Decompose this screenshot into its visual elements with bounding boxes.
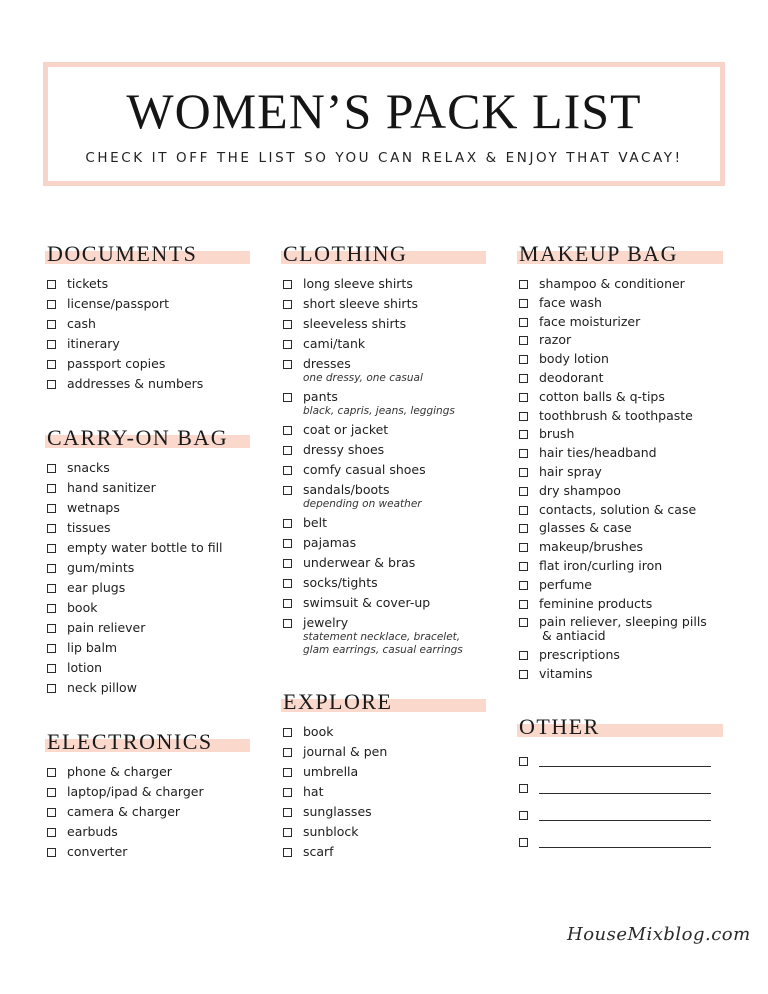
checklist-item[interactable] (45, 619, 250, 636)
checkbox-icon[interactable] (47, 484, 56, 493)
item-note: glam earrings, casual earrings (303, 644, 463, 656)
checkbox-icon[interactable] (47, 788, 56, 797)
item-label: tissues (67, 520, 111, 535)
checkbox-icon[interactable] (283, 768, 292, 777)
checkbox-icon[interactable] (519, 651, 528, 660)
checklist-item[interactable] (517, 538, 723, 555)
checkbox-icon[interactable] (283, 539, 292, 548)
checkbox-icon[interactable] (519, 374, 528, 383)
item-label: sleeveless shirts (303, 316, 407, 331)
checklist-item[interactable] (281, 421, 486, 438)
item-label: toothbrush & toothpaste (539, 407, 693, 423)
item-label: vitamins (539, 665, 593, 681)
checkbox-icon[interactable] (47, 684, 56, 693)
checklist-item[interactable] (517, 425, 723, 442)
checklist-item[interactable] (45, 823, 250, 840)
item-label: feminine products (539, 595, 653, 611)
section-makeup-bag (517, 241, 723, 684)
section-title: CLOTHING (283, 241, 408, 266)
checklist-item[interactable] (281, 275, 486, 292)
checklist-item[interactable] (281, 441, 486, 458)
checkbox-icon[interactable] (519, 318, 528, 327)
item-label: underwear & bras (303, 555, 416, 570)
checklist-item[interactable] (281, 481, 486, 511)
checklist-item[interactable] (45, 479, 250, 496)
write-in-line[interactable] (539, 847, 711, 848)
checklist-item[interactable] (45, 659, 250, 676)
checklist-item[interactable] (45, 355, 250, 372)
checkbox-icon[interactable] (519, 299, 528, 308)
section-header (45, 729, 250, 755)
section-header (281, 689, 486, 715)
checklist-item[interactable] (281, 355, 486, 385)
section-title: OTHER (519, 714, 600, 739)
checklist-item[interactable] (45, 275, 250, 292)
checklist-item[interactable] (45, 843, 250, 860)
item-label: short sleeve shirts (303, 296, 418, 311)
item-label: umbrella (303, 764, 359, 779)
checklist-item[interactable] (517, 407, 723, 424)
checklist-item[interactable] (281, 534, 486, 551)
section-explore (281, 689, 486, 863)
checkbox-icon[interactable] (283, 848, 292, 857)
checkbox-icon[interactable] (283, 808, 292, 817)
checklist-item[interactable] (45, 783, 250, 800)
checkbox-icon[interactable] (283, 519, 292, 528)
blank-checklist-item[interactable] (517, 779, 723, 806)
section-documents (45, 241, 250, 395)
checkbox-icon[interactable] (47, 768, 56, 777)
checklist-item[interactable] (517, 519, 723, 536)
checkbox-icon[interactable] (519, 412, 528, 421)
checkbox-icon[interactable] (283, 446, 292, 455)
item-label: shampoo & conditioner (539, 276, 685, 291)
checkbox-icon[interactable] (283, 280, 292, 289)
item-label: hair ties/headband (539, 445, 657, 461)
checklist-item[interactable] (281, 723, 486, 740)
checkbox-icon[interactable] (519, 784, 528, 793)
checklist-item[interactable] (281, 843, 486, 860)
checklist-item[interactable] (281, 803, 486, 820)
item-label: lotion (67, 660, 103, 675)
checkbox-icon[interactable] (519, 506, 528, 515)
checkbox-icon[interactable] (283, 748, 292, 757)
blank-checklist-item[interactable] (517, 806, 723, 833)
checkbox-icon[interactable] (47, 664, 56, 673)
checklist-item[interactable] (517, 665, 723, 682)
checkbox-icon[interactable] (519, 581, 528, 590)
item-label: addresses & numbers (67, 376, 204, 391)
item-label: sunblock (303, 824, 359, 839)
checklist (281, 723, 486, 860)
checkbox-icon[interactable] (47, 280, 56, 289)
item-label: phone & charger (67, 764, 172, 779)
checkbox-icon[interactable] (283, 559, 292, 568)
item-label: deodorant (539, 369, 604, 385)
write-in-line[interactable] (539, 820, 711, 821)
checkbox-icon[interactable] (47, 624, 56, 633)
checkbox-icon[interactable] (283, 619, 292, 628)
checkbox-icon[interactable] (519, 336, 528, 345)
item-label: ear plugs (67, 580, 126, 595)
section-header (517, 241, 723, 267)
checkbox-icon[interactable] (519, 524, 528, 533)
checkbox-icon[interactable] (283, 486, 292, 495)
checklist-item[interactable] (517, 369, 723, 386)
item-label: scarf (303, 844, 334, 859)
checkbox-icon[interactable] (47, 360, 56, 369)
checklist-item[interactable] (45, 579, 250, 596)
item-label: prescriptions (539, 647, 620, 663)
checkbox-icon[interactable] (519, 811, 528, 820)
checklist-item[interactable] (517, 388, 723, 405)
item-label: comfy casual shoes (303, 462, 426, 477)
checkbox-icon[interactable] (47, 524, 56, 533)
checkbox-icon[interactable] (519, 670, 528, 679)
checkbox-icon[interactable] (519, 543, 528, 552)
checklist-item[interactable] (281, 295, 486, 312)
checkbox-icon[interactable] (283, 393, 292, 402)
checkbox-icon[interactable] (519, 468, 528, 477)
item-label: coat or jacket (303, 422, 389, 437)
item-note: one dressy, one casual (303, 372, 423, 384)
item-label: camera & charger (67, 804, 181, 819)
item-note: statement necklace, bracelet, (303, 631, 461, 643)
checklist-item[interactable] (517, 313, 723, 330)
item-label: itinerary (67, 336, 120, 351)
checklist-item[interactable] (45, 559, 250, 576)
section-header (281, 241, 486, 267)
item-label: belt (303, 515, 327, 530)
checklist-item[interactable] (517, 482, 723, 499)
checklist-blanks (517, 752, 723, 860)
checklist-item[interactable] (517, 646, 723, 663)
item-note: black, capris, jeans, leggings (303, 405, 455, 417)
checklist-item[interactable] (45, 335, 250, 352)
checkbox-icon[interactable] (519, 838, 528, 847)
item-label: cotton balls & q-tips (539, 388, 665, 404)
page-subtitle: CHECK IT OFF THE LIST SO YOU CAN RELAX & ENJOY THAT VACAY! (85, 150, 683, 166)
checklist-item[interactable] (281, 823, 486, 840)
checkbox-icon[interactable] (519, 355, 528, 364)
item-label: tickets (67, 276, 109, 291)
checklist-item[interactable] (45, 539, 250, 556)
section-title: ELECTRONICS (47, 729, 213, 754)
write-in-line[interactable] (539, 766, 711, 767)
checkbox-icon[interactable] (47, 604, 56, 613)
item-label: jewelry (303, 615, 349, 630)
checklist-item[interactable] (45, 599, 250, 616)
checkbox-icon[interactable] (519, 600, 528, 609)
checkbox-icon[interactable] (283, 300, 292, 309)
checklist-item[interactable] (45, 763, 250, 780)
checkbox-icon[interactable] (47, 828, 56, 837)
item-label: lip balm (67, 640, 118, 655)
blank-checklist-item[interactable] (517, 833, 723, 860)
checkbox-icon[interactable] (519, 280, 528, 289)
checkbox-icon[interactable] (47, 848, 56, 857)
item-label: pants (303, 389, 338, 404)
checkbox-icon[interactable] (283, 728, 292, 737)
section-title: MAKEUP BAG (519, 241, 679, 266)
checkbox-icon[interactable] (47, 584, 56, 593)
checklist-item[interactable] (281, 315, 486, 332)
item-label: contacts, solution & case (539, 501, 697, 517)
checklist-item[interactable] (281, 763, 486, 780)
item-label: cami/tank (303, 336, 366, 351)
checklist (281, 275, 486, 657)
item-label: swimsuit & cover-up (303, 595, 431, 610)
item-label: pain reliever (67, 620, 146, 635)
item-label: neck pillow (67, 680, 137, 695)
checklist-item[interactable] (281, 388, 486, 418)
checkbox-icon[interactable] (283, 320, 292, 329)
checkbox-icon[interactable] (47, 808, 56, 817)
item-label: hat (303, 784, 324, 799)
checklist-item[interactable] (281, 574, 486, 591)
brand-logo: HouseMixblog.com (567, 924, 751, 945)
checklist-item[interactable] (281, 514, 486, 531)
item-label: earbuds (67, 824, 118, 839)
checklist (45, 459, 250, 696)
checkbox-icon[interactable] (283, 599, 292, 608)
item-label: long sleeve shirts (303, 276, 413, 291)
item-label: hand sanitizer (67, 480, 156, 495)
item-label: hair spray (539, 463, 602, 479)
item-note: depending on weather (303, 498, 422, 510)
checklist-item[interactable] (45, 679, 250, 696)
item-label-continued: & antiacid (542, 628, 606, 644)
section-title: EXPLORE (283, 689, 393, 714)
item-label: laptop/ipad & charger (67, 784, 204, 799)
item-label: license/passport (67, 296, 170, 311)
item-label: pajamas (303, 535, 357, 550)
section-clothing (281, 241, 486, 660)
checklist-item[interactable] (281, 614, 486, 657)
section-title: DOCUMENTS (47, 241, 198, 266)
page-title: WOMEN’S PACK LIST (126, 83, 642, 139)
checklist-item[interactable] (45, 459, 250, 476)
item-label: sunglasses (303, 804, 372, 819)
checklist-item[interactable] (517, 576, 723, 593)
item-label: cash (67, 316, 96, 331)
checkbox-icon[interactable] (283, 466, 292, 475)
checkbox-icon[interactable] (519, 430, 528, 439)
checkbox-icon[interactable] (283, 426, 292, 435)
item-label: perfume (539, 576, 592, 592)
item-label: dry shampoo (539, 482, 621, 498)
checklist-item[interactable] (45, 375, 250, 392)
item-label: sandals/boots (303, 482, 390, 497)
checklist-item[interactable] (45, 803, 250, 820)
checklist (45, 763, 250, 860)
checklist-item[interactable] (281, 554, 486, 571)
checklist-item[interactable] (281, 461, 486, 478)
item-label: razor (539, 332, 572, 348)
checklist-item[interactable] (517, 444, 723, 461)
item-label: socks/tights (303, 575, 378, 590)
checkbox-icon[interactable] (47, 320, 56, 329)
section-other (517, 714, 723, 860)
checkbox-icon[interactable] (47, 644, 56, 653)
title-banner (43, 62, 725, 186)
section-title: CARRY-ON BAG (47, 425, 229, 450)
item-label: dresses (303, 356, 351, 371)
item-label: wetnaps (67, 500, 120, 515)
checklist-item[interactable] (517, 294, 723, 311)
checklist-item[interactable] (517, 613, 723, 644)
write-in-line[interactable] (539, 793, 711, 794)
section-header (45, 425, 250, 451)
checkbox-icon[interactable] (519, 562, 528, 571)
checkbox-icon[interactable] (519, 618, 528, 627)
item-label: book (303, 724, 334, 739)
checkbox-icon[interactable] (519, 393, 528, 402)
checkbox-icon[interactable] (283, 340, 292, 349)
checklist-item[interactable] (281, 335, 486, 352)
checkbox-icon[interactable] (519, 757, 528, 766)
checklist-item[interactable] (517, 331, 723, 348)
checklist-item[interactable] (45, 315, 250, 332)
checklist-item[interactable] (517, 463, 723, 480)
checkbox-icon[interactable] (283, 828, 292, 837)
item-label: makeup/brushes (539, 539, 644, 555)
checkbox-icon[interactable] (283, 360, 292, 369)
checklist-item[interactable] (517, 350, 723, 367)
checkbox-icon[interactable] (47, 564, 56, 573)
item-label: converter (67, 844, 128, 859)
item-label: face moisturizer (539, 313, 641, 329)
checkbox-icon[interactable] (47, 300, 56, 309)
checkbox-icon[interactable] (519, 487, 528, 496)
item-label: passport copies (67, 356, 166, 371)
checklist (517, 275, 723, 682)
checklist-item[interactable] (517, 595, 723, 612)
item-label: glasses & case (539, 520, 632, 536)
section-header (517, 714, 723, 740)
item-label: face wash (539, 294, 602, 310)
item-label: dressy shoes (303, 442, 385, 457)
checklist (45, 275, 250, 392)
checkbox-icon[interactable] (47, 544, 56, 553)
checklist-item[interactable] (281, 783, 486, 800)
section-electronics (45, 729, 250, 863)
checkbox-icon[interactable] (47, 380, 56, 389)
item-label: pain reliever, sleeping pills (539, 614, 707, 630)
checkbox-icon[interactable] (519, 449, 528, 458)
checkbox-icon[interactable] (47, 464, 56, 473)
item-label: book (67, 600, 98, 615)
checkbox-icon[interactable] (283, 579, 292, 588)
item-label: empty water bottle to fill (67, 540, 223, 555)
item-label: gum/mints (67, 560, 135, 575)
checklist-item[interactable] (45, 295, 250, 312)
item-label: flat iron/curling iron (539, 557, 663, 573)
checklist-item[interactable] (517, 501, 723, 518)
checkbox-icon[interactable] (47, 340, 56, 349)
checklist-item[interactable] (517, 275, 723, 292)
checklist-item[interactable] (281, 743, 486, 760)
checkbox-icon[interactable] (283, 788, 292, 797)
section-header (45, 241, 250, 267)
checklist-item[interactable] (517, 557, 723, 574)
checklist-item[interactable] (281, 594, 486, 611)
section-carry-on-bag (45, 425, 250, 699)
blank-checklist-item[interactable] (517, 752, 723, 779)
item-label: body lotion (539, 351, 609, 367)
checklist-item[interactable] (45, 499, 250, 516)
checkbox-icon[interactable] (47, 504, 56, 513)
checklist-item[interactable] (45, 519, 250, 536)
item-label: brush (539, 426, 575, 442)
item-label: journal & pen (303, 744, 388, 759)
checklist-item[interactable] (45, 639, 250, 656)
item-label: snacks (67, 460, 110, 475)
